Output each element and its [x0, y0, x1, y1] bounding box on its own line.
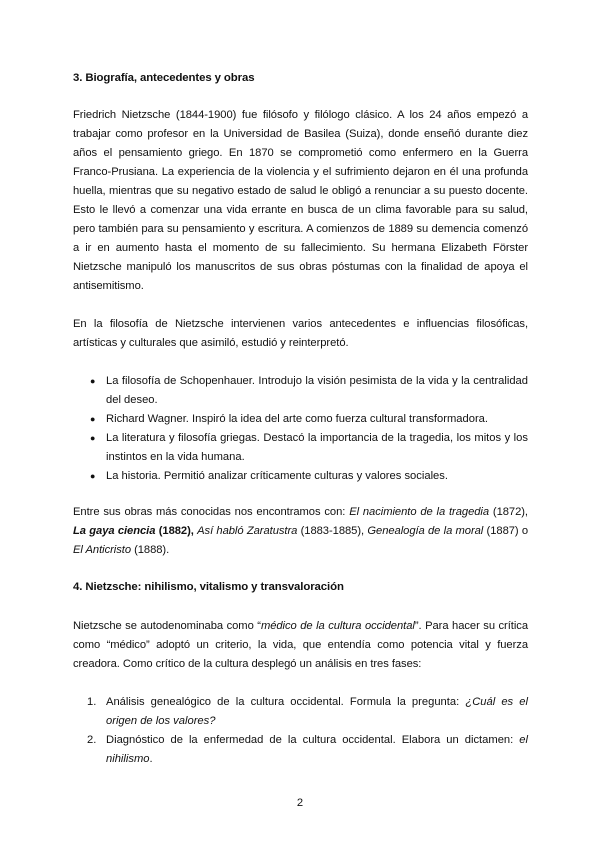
list-item [73, 693, 528, 731]
list-item-text: La historia. Permitió analizar críticamente culturas y valores sociales. [106, 470, 448, 482]
list-item [73, 731, 528, 769]
page-content [73, 70, 528, 769]
list-item [73, 429, 528, 467]
critique-quote: médico de la cultura occidental [260, 620, 415, 632]
work-title: El Anticristo [73, 544, 131, 556]
influences-intro-paragraph: En la filosofía de Nietzsche intervienen varios antecedentes e influencias filosóficas, artísticas y culturales que asimiló, estudió y reinterpretó. [73, 318, 528, 349]
work-year: (1872), [492, 506, 528, 518]
works-intro: Entre sus obras más conocidas nos encontramos con: [73, 506, 346, 518]
list-item-text: Diagnóstico de la enfermedad de la cultura occidental. Elabora un dictamen: [106, 734, 514, 746]
work-year: (1883-1885), [300, 525, 365, 537]
biography-paragraph: Friedrich Nietzsche (1844-1900) fue filósofo y filólogo clásico. A los 24 años empezó a trabajar como profesor en la Universidad de Basilea (Suiza), donde enseñó durante diez años el pensamiento griego. En 1870 se comprometió como enfermero en la Guerra Franco-Prusiana. La experiencia de la violencia y el sufrimiento dejaron en él una profunda huella, mientras que su negativo estado de salud le obligó a renunciar a su puesto docente. Esto le llevó a comenzar una vida errante en busca de un clima favorable para su salud, pero también para su pensamiento y escritura. A comienzos de 1889 su demencia comenzó a ir en aumento hasta el momento de su fallecimiento. Su hermana Elizabeth Förster Nietzsche manipuló los manuscritos de sus obras póstumas con la finalidad de apoya el antisemitismo. [73, 109, 528, 292]
bullet-icon: ● [90, 471, 96, 481]
list-item-text: La filosofía de Schopenhauer. Introdujo la visión pesimista de la vida y la centralidad del deseo. [106, 375, 528, 406]
section-4-heading: 4. Nietzsche: nihilismo, vitalismo y transvaloración [73, 581, 344, 593]
list-number: 2. [87, 734, 97, 746]
works-paragraph [73, 503, 528, 560]
work-title: La gaya ciencia [73, 525, 156, 537]
work-title: Así habló Zaratustra [197, 525, 298, 537]
work-title: Genealogía de la moral [367, 525, 484, 537]
list-item [73, 372, 528, 410]
phases-list [73, 693, 528, 769]
page-number: 2 [296, 797, 304, 809]
list-number: 1. [87, 696, 97, 708]
influences-list [73, 372, 528, 486]
bullet-icon: ● [90, 376, 96, 386]
critique-paragraph [73, 617, 528, 674]
bullet-icon: ● [90, 433, 96, 443]
list-item-emphasis: el nihilismo [106, 734, 529, 765]
section-3-heading: 3. Biografía, antecedentes y obras [73, 72, 255, 84]
list-item [73, 410, 528, 429]
work-year: (1887) o [486, 525, 529, 537]
critique-text: Nietzsche se autodenominaba como “ [73, 620, 261, 632]
list-item-text: La literatura y filosofía griegas. Destacó la importancia de la tragedia, los mitos y los instintos en la vida humana. [106, 432, 528, 463]
bullet-icon: ● [90, 414, 96, 424]
list-item-emphasis: ¿Cuál es el origen de los valores? [106, 696, 528, 727]
list-item [73, 467, 528, 486]
work-title: El nacimiento de la tragedia [349, 506, 490, 518]
work-year: (1888). [134, 544, 170, 556]
list-item-tail: . [149, 753, 153, 765]
list-item-text: Análisis genealógico de la cultura occidental. Formula la pregunta: [106, 696, 460, 708]
list-item-text: Richard Wagner. Inspiró la idea del arte como fuerza cultural transformadora. [106, 413, 489, 425]
critique-text: ”. Para hacer su crítica como “médico” adoptó un criterio, la vida, que entendía como potencia vital y fuerza creadora. Como crítico de la cultura desplegó un análisis en tres fases: [73, 620, 528, 670]
work-year: (1882), [158, 525, 194, 537]
